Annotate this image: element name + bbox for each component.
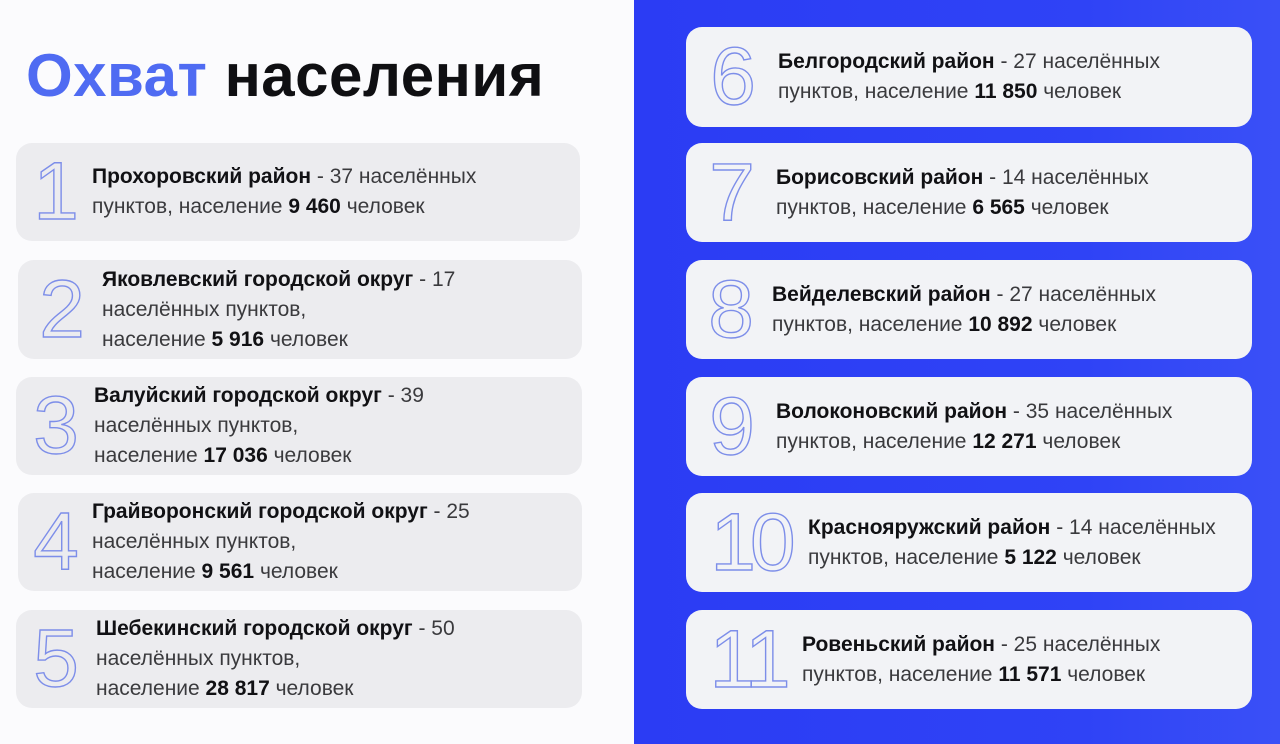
card-text	[102, 265, 455, 355]
district-name: Краснояружский район	[808, 515, 1051, 539]
card-text	[92, 497, 470, 587]
card-number: 9	[709, 380, 755, 472]
population-label: пунктов, население	[802, 662, 999, 686]
card-number: 10	[710, 496, 790, 588]
population-value: 9 561	[201, 560, 255, 583]
population-value: 28 817	[205, 677, 270, 700]
card-number: 6	[710, 31, 756, 122]
population-label: пунктов, население	[776, 429, 973, 453]
settlements-count: - 17	[413, 267, 456, 291]
settlements-count: - 39	[381, 384, 424, 407]
card-text	[778, 47, 1160, 107]
district-card-9	[686, 377, 1252, 476]
card-text	[808, 513, 1216, 573]
district-name: Борисовский район	[776, 165, 984, 189]
population-label: пунктов, население	[808, 545, 1005, 569]
district-name: Шебекинский городской округ	[96, 617, 413, 640]
card-text	[776, 397, 1172, 457]
population-label: население	[92, 560, 202, 583]
district-card-2	[18, 260, 582, 359]
card-text	[92, 162, 476, 222]
population-unit: человек	[254, 560, 338, 583]
settlements-label: населённых пунктов,	[94, 414, 299, 437]
card-number: 2	[39, 263, 85, 355]
population-value: 5 122	[1004, 545, 1057, 569]
card-number: 11	[709, 613, 787, 705]
settlements-count: - 25	[427, 500, 470, 523]
district-card-11	[686, 610, 1252, 709]
population-unit: человек	[1061, 662, 1146, 686]
population-label: население	[96, 677, 206, 700]
population-label: население	[94, 444, 204, 467]
settlements-label: населённых пунктов,	[102, 297, 307, 321]
card-text	[94, 381, 424, 471]
district-name: Ровеньский район	[802, 632, 995, 656]
settlements-count: - 35 населённых	[1007, 399, 1173, 423]
district-card-6	[686, 27, 1252, 127]
population-value: 12 271	[972, 429, 1037, 453]
population-value: 5 916	[211, 327, 265, 351]
title-rest: населения	[224, 42, 545, 109]
district-card-10	[686, 493, 1252, 592]
population-label: пунктов, население	[772, 312, 969, 336]
district-name: Грайворонский городской округ	[92, 500, 428, 523]
population-label: население	[102, 327, 212, 351]
page-title	[26, 40, 544, 112]
population-unit: человек	[340, 195, 425, 218]
population-value: 11 850	[974, 80, 1038, 103]
settlements-label: населённых пунктов,	[96, 647, 301, 670]
population-unit: человек	[1056, 545, 1141, 569]
card-text	[776, 163, 1149, 223]
district-card-5	[16, 610, 582, 708]
settlements-count: - 14 населённых	[983, 165, 1149, 189]
population-unit: человек	[1037, 80, 1122, 103]
population-value: 11 571	[998, 662, 1062, 686]
card-number: 4	[33, 496, 79, 587]
district-card-3	[16, 377, 582, 475]
district-card-4	[18, 493, 582, 591]
card-text	[96, 614, 455, 704]
population-value: 17 036	[203, 444, 268, 467]
card-number: 8	[708, 263, 754, 355]
district-card-1	[16, 143, 580, 241]
population-unit: человек	[1024, 195, 1109, 219]
settlements-count: - 27 населённых	[990, 282, 1157, 306]
population-value: 6 565	[972, 195, 1025, 219]
district-name: Прохоровский район	[92, 165, 312, 188]
population-value: 10 892	[968, 312, 1033, 336]
district-name: Вейделевский район	[772, 282, 991, 306]
district-name: Белгородский район	[778, 50, 995, 73]
district-card-8	[686, 260, 1252, 359]
card-number: 7	[709, 146, 755, 238]
settlements-count: - 37 населённых	[311, 165, 477, 188]
settlements-count: - 25 населённых	[995, 632, 1161, 656]
population-unit: человек	[264, 327, 348, 351]
population-unit: человек	[1036, 429, 1121, 453]
district-card-7	[686, 143, 1252, 242]
population-label: пунктов, население	[776, 195, 973, 219]
card-text	[802, 630, 1160, 690]
settlements-label: населённых пунктов,	[92, 530, 297, 553]
card-number: 3	[33, 380, 79, 471]
settlements-count: - 27 населённых	[994, 50, 1160, 73]
settlements-count: - 50	[412, 617, 455, 640]
population-unit: человек	[1032, 312, 1117, 336]
card-text	[772, 280, 1156, 340]
title-accent: Охват	[26, 42, 208, 109]
district-name: Волоконовский район	[776, 399, 1008, 423]
card-number: 1	[33, 146, 79, 237]
population-value: 9 460	[288, 195, 341, 218]
population-unit: человек	[267, 444, 352, 467]
settlements-count: - 14 населённых	[1050, 515, 1216, 539]
population-label: пунктов, население	[778, 80, 975, 103]
district-name: Валуйский городской округ	[94, 384, 382, 407]
population-label: пунктов, население	[92, 195, 289, 218]
card-number: 5	[33, 613, 79, 704]
population-unit: человек	[269, 677, 354, 700]
district-name: Яковлевский городской округ	[102, 267, 414, 291]
